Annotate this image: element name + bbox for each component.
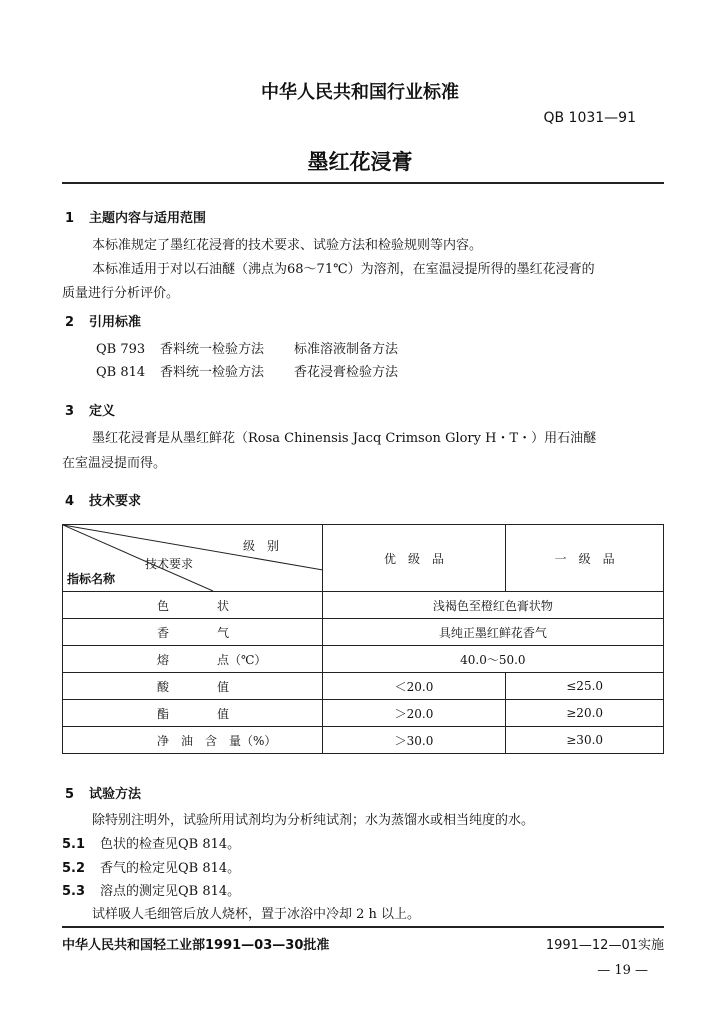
subsection-item	[62, 880, 240, 899]
section-1-para-2-line-2: 质量进行分析评价。	[62, 286, 180, 301]
reference-item	[96, 361, 398, 380]
subsection-number: 5.2	[62, 861, 86, 876]
row-label: 酯 值	[63, 700, 323, 727]
table-header-row	[63, 525, 664, 592]
corner-label-requirement: 技术要求	[145, 557, 194, 571]
section-title: 引用标准	[89, 315, 142, 330]
section-number: 1	[65, 211, 75, 226]
section-title: 技术要求	[89, 494, 142, 509]
row-label: 香 气	[63, 619, 323, 646]
row-value-first-grade: ≤25.0	[506, 673, 664, 700]
section-5-para-1: 除特别注明外，试验所用试剂均为分析纯试剂；水为蒸馏水或相当纯度的水。	[92, 813, 535, 828]
table-row	[63, 619, 664, 646]
technical-requirements-table	[62, 524, 664, 754]
section-2-heading	[65, 311, 141, 330]
section-3-para-line-2: 在室温浸提而得。	[62, 456, 167, 471]
row-value-first-grade: ≥30.0	[506, 727, 664, 754]
section-1-para-1: 本标准规定了墨红花浸膏的技术要求、试验方法和检验规则等内容。	[92, 238, 483, 253]
row-value-merged: 40.0～50.0	[322, 646, 663, 673]
section-title: 主题内容与适用范围	[89, 211, 207, 226]
subsection-text: 色状的检查见QB 814。	[100, 837, 241, 852]
section-1-heading	[65, 207, 206, 226]
row-label: 净 油 含 量（%）	[63, 727, 323, 754]
subsection-text: 溶点的测定见QB 814。	[100, 884, 241, 899]
subsection-item	[62, 857, 240, 876]
column-header-first-grade: 一 级 品	[506, 525, 664, 592]
table-corner-cell	[63, 525, 323, 592]
table-row	[63, 727, 664, 754]
row-value-superior: ＞20.0	[322, 700, 506, 727]
reference-series: 香料统一检验方法	[160, 365, 265, 380]
implementation-date: 1991—12—01实施	[545, 938, 664, 953]
row-value-first-grade: ≥20.0	[506, 700, 664, 727]
table-row	[63, 592, 664, 619]
section-3-heading	[65, 400, 115, 419]
reference-series: 香料统一检验方法	[160, 342, 265, 357]
reference-title: 标准溶液制备方法	[294, 342, 399, 357]
reference-item	[96, 338, 398, 357]
section-5-heading	[65, 783, 141, 802]
section-3-para-line-1: 墨红花浸膏是从墨红鲜花（Rosa Chinensis Jacq Crimson Glory H・T・）用石油醚	[92, 431, 597, 446]
subsection-text: 香气的检定见QB 814。	[100, 861, 241, 876]
row-value-superior: ＞30.0	[322, 727, 506, 754]
page-number: — 19 —	[597, 963, 648, 978]
document-title: 墨红花浸膏	[307, 150, 413, 174]
section-number: 4	[65, 494, 75, 509]
section-5-para-last: 试样吸人毛细管后放人烧杯，置于冰浴中冷却 2 h 以上。	[92, 907, 421, 922]
row-value-superior: ＜20.0	[322, 673, 506, 700]
table-row	[63, 646, 664, 673]
footer-rule	[62, 926, 664, 928]
table-row	[63, 673, 664, 700]
section-title: 定义	[89, 404, 116, 419]
corner-label-indicator: 指标名称	[67, 572, 116, 586]
row-value-merged: 浅褐色至橙红色膏状物	[322, 592, 663, 619]
subsection-item	[62, 833, 240, 852]
section-number: 3	[65, 404, 75, 419]
standard-number: QB 1031—91	[543, 110, 636, 126]
row-value-merged: 具纯正墨红鲜花香气	[322, 619, 663, 646]
row-label: 酸 值	[63, 673, 323, 700]
row-label: 熔 点（℃）	[63, 646, 323, 673]
section-number: 2	[65, 315, 75, 330]
reference-code: QB 814	[96, 365, 146, 380]
column-header-superior: 优 级 品	[322, 525, 506, 592]
reference-code: QB 793	[96, 342, 146, 357]
section-4-heading	[65, 490, 141, 509]
section-1-para-2-line-1: 本标准适用于对以石油醚（沸点为68～71℃）为溶剂，在室温浸提所得的墨红花浸膏的	[92, 262, 595, 277]
header-rule	[62, 182, 664, 184]
row-label: 色 状	[63, 592, 323, 619]
approval-line: 中华人民共和国轻工业部1991—03—30批准	[62, 938, 330, 953]
reference-title: 香花浸膏检验方法	[294, 365, 399, 380]
issuing-body-title: 中华人民共和国行业标准	[261, 82, 459, 103]
subsection-number: 5.1	[62, 837, 86, 852]
subsection-number: 5.3	[62, 884, 86, 899]
corner-label-grade: 级 别	[243, 539, 280, 553]
table-row	[63, 700, 664, 727]
section-number: 5	[65, 787, 75, 802]
section-title: 试验方法	[89, 787, 142, 802]
